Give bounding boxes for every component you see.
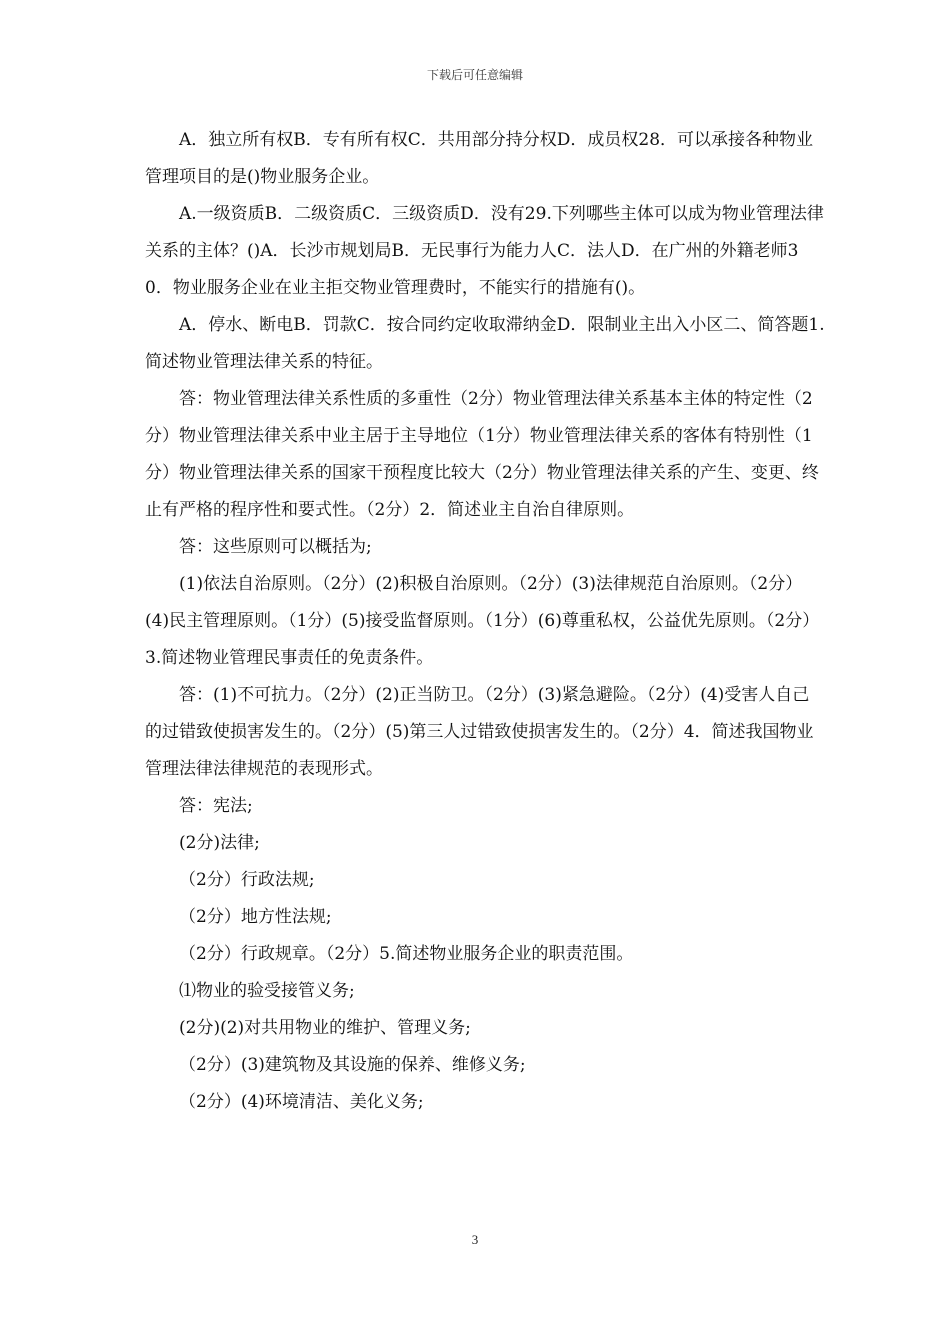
- paragraph: 答：(1)不可抗力。（2分）(2)正当防卫。（2分）(3)紧急避险。（2分）(4)受害人自己的过错致使损害发生的。（2分）(5)第三人过错致使损害发生的。（2分）4．简述我国物业管理法律法律规范的表现形式。: [145, 685, 814, 779]
- document-body: [145, 122, 825, 1121]
- paragraph: （2分）行政法规;: [179, 870, 315, 890]
- paragraph: （2分）地方性法规;: [179, 907, 332, 927]
- page-number: 3: [471, 1232, 479, 1247]
- page-header: 下载后可任意编辑: [426, 68, 523, 82]
- paragraph: A．独立所有权B．专有所有权C．共用部分持分权D．成员权28．可以承接各种物业管理项目的是()物业服务企业。: [145, 130, 814, 187]
- paragraph: (1)依法自治原则。（2分）(2)积极自治原则。（2分）(3)法律规范自治原则。（2分）(4)民主管理原则。（1分）(5)接受监督原则。（1分）(6)尊重私权，公益优先原则。（2分）3.简述物业管理民事责任的免责条件。: [145, 574, 820, 668]
- paragraph: (2分)法律;: [179, 833, 260, 853]
- paragraph: A.一级资质B．二级资质C．三级资质D．没有29.下列哪些主体可以成为物业管理法律关系的主体？()A．长沙市规划局B．无民事行为能力人C．法人D．在广州的外籍老师30．物业服务企业在业主拒交物业管理费时，不能实行的措施有()。: [145, 204, 824, 298]
- paragraph: （2分）(4)环境清洁、美化义务;: [179, 1092, 424, 1112]
- paragraph: A．停水、断电B．罚款C．按合同约定收取滞纳金D．限制业主出入小区二、简答题1.简述物业管理法律关系的特征。: [145, 315, 825, 372]
- paragraph: （2分）行政规章。（2分）5.简述物业服务企业的职责范围。: [179, 944, 634, 964]
- paragraph: 答：宪法;: [179, 796, 253, 816]
- paragraph: （2分）(3)建筑物及其设施的保养、维修义务;: [179, 1055, 526, 1075]
- paragraph: 答：这些原则可以概括为;: [179, 537, 372, 557]
- paragraph: 答：物业管理法律关系性质的多重性（2分）物业管理法律关系基本主体的特定性（2分）物业管理法律关系中业主居于主导地位（1分）物业管理法律关系的客体有特别性（1分）物业管理法律关系的国家干预程度比较大（2分）物业管理法律关系的产生、变更、终止有严格的程序性和要式性。（2分）2．简述业主自治自律原则。: [145, 389, 819, 520]
- paragraph: ⑴物业的验受接管义务;: [179, 981, 355, 1001]
- paragraph: (2分)(2)对共用物业的维护、管理义务;: [179, 1018, 471, 1038]
